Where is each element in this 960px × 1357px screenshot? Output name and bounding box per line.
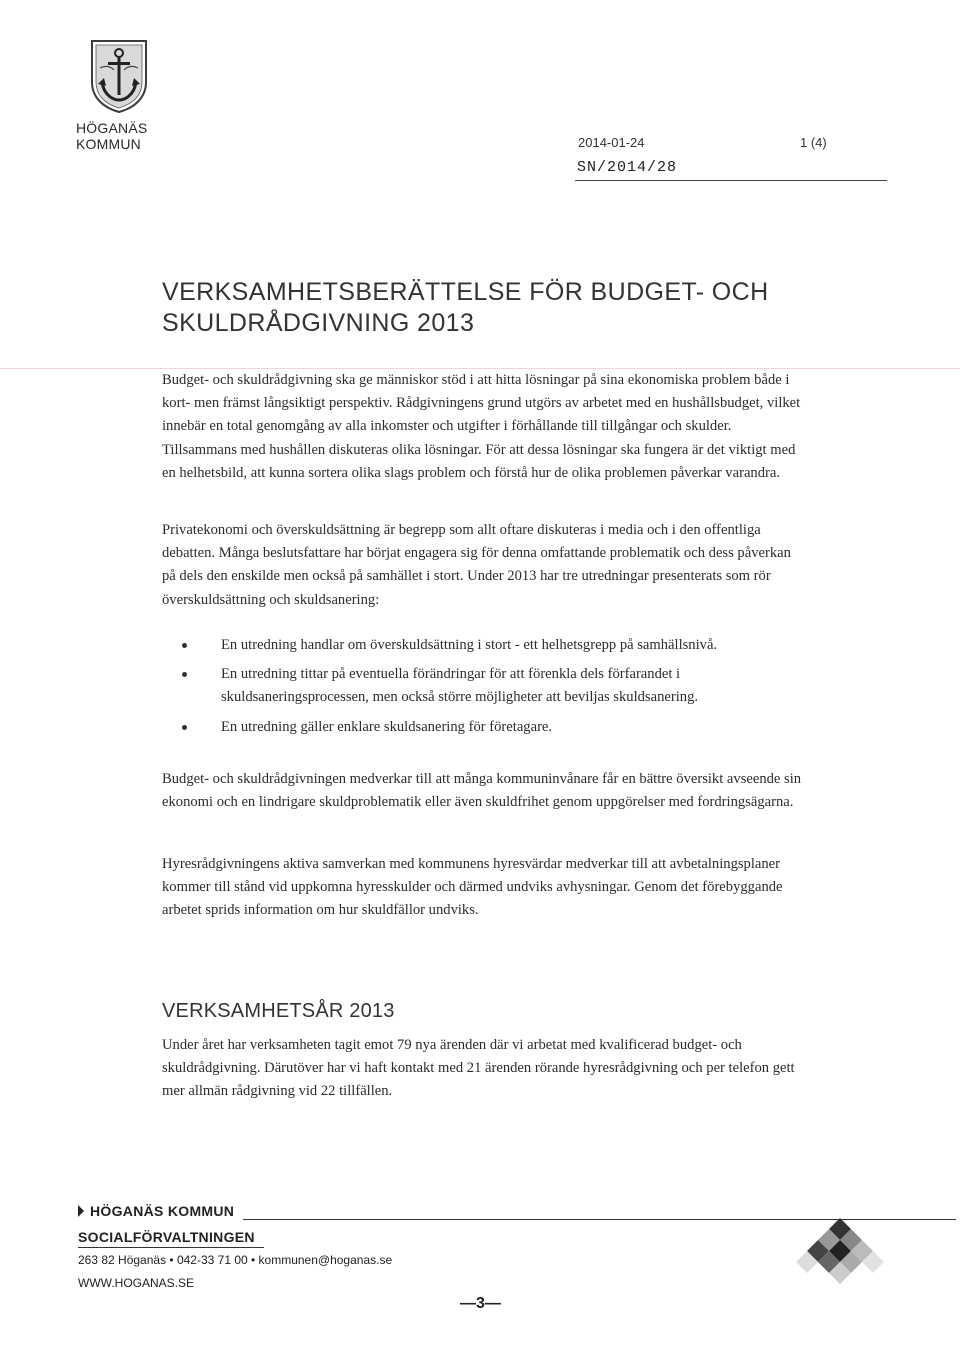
section-heading: VERKSAMHETSÅR 2013: [162, 1000, 395, 1022]
diamond-pattern-logo: [795, 1210, 885, 1300]
municipality-name: [76, 120, 147, 152]
municipality-name-line1: HÖGANÄS: [76, 120, 148, 136]
paragraph-text: Hyresrådgivningens aktiva samverkan med kommunens hyresvärdar medverkar till att avbetalningsplaner kommer till stånd vid uppkomna hyresskulder och därmed undviks avhysningar. Genom det förebyggande arbetet sprids information om hur skuldfällor undviks.: [162, 856, 783, 919]
footer-org-name: HÖGANÄS KOMMUN: [90, 1203, 235, 1219]
list-item-text: En utredning handlar om överskuldsättning i stort - ett helhetsgrepp på samhällsnivå.: [221, 637, 718, 653]
list-item: [162, 663, 802, 709]
arrow-right-icon: [78, 1205, 84, 1217]
title-line1: VERKSAMHETSBERÄTTELSE FÖR BUDGET- OCH: [162, 278, 769, 306]
footer-department-underline: [78, 1247, 264, 1248]
paragraph-contribution: [162, 768, 802, 814]
document-date: 2014-01-24: [578, 135, 645, 150]
reference-number: SN/2014/28: [577, 159, 678, 176]
paragraph-text: Privatekonomi och överskuldsättning är begrepp som allt oftare diskuteras i media och i den offentliga debatten. Många beslutsfattare har börjat engagera sig för denna omfattande problematik och dess påverkan på dels den enskilde men också på samhället i stort. Under 2013 har tre utredningar presenterats som rör överskuldsättning och skuldsanering:: [162, 522, 791, 608]
coat-of-arms-logo: [88, 38, 150, 114]
title-line2: SKULDRÅDGIVNING 2013: [162, 309, 475, 337]
page-number: 1 (4): [800, 135, 827, 150]
footer-department: SOCIALFÖRVALTNINGEN: [78, 1229, 255, 1245]
footer-org: [78, 1203, 234, 1219]
list-item: [162, 716, 802, 739]
document-title: [162, 277, 862, 339]
footer-contact: 263 82 Höganäs • 042-33 71 00 • kommunen@hoganas.se: [78, 1253, 393, 1267]
list-item-text: En utredning gäller enklare skuldsanering för företagare.: [221, 718, 553, 735]
footer-page-mark: —3—: [460, 1295, 501, 1312]
municipality-name-line2: KOMMUN: [76, 136, 141, 152]
paragraph-intro: [162, 369, 802, 485]
bullet-icon: [182, 725, 187, 730]
list-item: [162, 634, 802, 657]
bullet-list: [162, 634, 802, 745]
paragraph-text: Budget- och skuldrådgivning ska ge människor stöd i att hitta lösningar på sina ekonomiska problem både i kort- men främst långsiktigt perspektiv. Rådgivningens grund utgörs av arbetet med en hushållsbudget, vilket innebär en total genomgång av alla inkomster och utgifter i förhållande till tillgångar och skulder. Tillsammans med hushållen diskuteras olika lösningar. För att dessa lösningar ska fungera är det viktigt med en helhetsbild, att kunna sortera olika slags problem och förstå hur de olika problemen påverkar varandra.: [162, 372, 801, 481]
paragraph-text: Budget- och skuldrådgivningen medverkar till att många kommuninvånare får en bättre översikt avseende sin ekonomi och en lindrigare skuldproblematik eller även skuldfrihet genom uppgörelser med fordringsägarna.: [162, 771, 802, 811]
bullet-icon: [182, 643, 187, 648]
paragraph-rent-advice: [162, 853, 802, 923]
list-item-text: En utredning tittar på eventuella förändringar för att förenkla dels förfarandet i skuldsaneringsprocessen, men också större möjligheter att beviljas skuldsanering.: [221, 666, 699, 706]
paragraph-text: Under året har verksamheten tagit emot 79 nya ärenden där vi arbetat med kvalificerad budget- och skuldrådgivning. Därutöver har vi haft kontakt med 21 ärenden rörande hyresrådgivning och per telefon gett mer allmän rådgivning vid 22 tillfällen.: [162, 1037, 795, 1100]
bullet-icon: [182, 672, 187, 677]
header-divider: [575, 180, 887, 181]
paragraph-overindebtedness: [162, 519, 802, 612]
paragraph-year-summary: [162, 1034, 802, 1104]
footer-website: WWW.HOGANAS.SE: [78, 1276, 195, 1290]
